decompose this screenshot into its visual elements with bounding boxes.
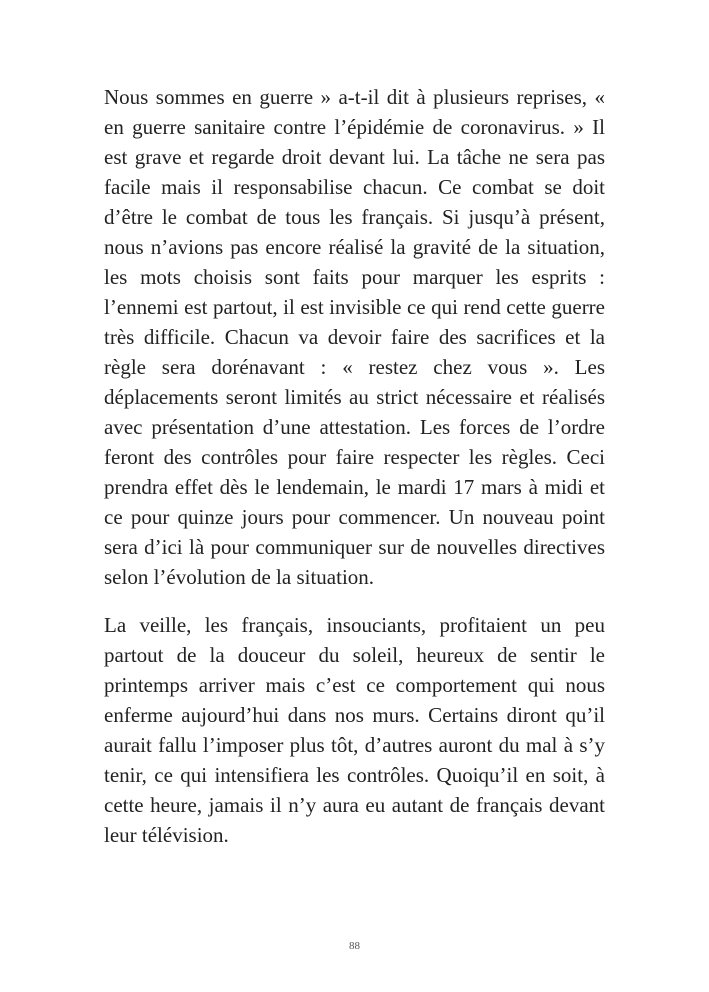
page-number: 88 (349, 940, 360, 952)
paragraph-1: Nous sommes en guerre » a-t-il dit à plusieurs reprises, « en guerre sanitaire contre l’épidémie de coronavirus. » Il est grave et regarde droit devant lui. La tâche ne sera pas facile mais il responsabilise chacun. Ce combat se doit d’être le combat de tous les français. Si jusqu’à présent, nous n’avions pas encore réalisé la gravité de la situation, les mots choisis sont faits pour marquer les esprits : l’ennemi est partout, il est invisible ce qui rend cette guerre très difficile. Chacun va devoir faire des sacrifices et la règle sera dorénavant : « restez chez vous ». Les déplacements seront limités au strict nécessaire et réalisés avec présentation d’une attestation. Les forces de l’ordre feront des contrôles pour faire respecter les règles. Ceci prendra effet dès le lendemain, le mardi 17 mars à midi et ce pour quinze jours pour commencer. Un nouveau point sera d’ici là pour communiquer sur de nouvelles directives selon l’évolution de la situation. (104, 85, 605, 589)
paragraph-2: La veille, les français, insouciants, profitaient un peu partout de la douceur du soleil, heureux de sentir le printemps arriver mais c’est ce comportement qui nous enferme aujourd’hui dans nos murs. Certains diront qu’il aurait fallu l’imposer plus tôt, d’autres auront du mal à s’y tenir, ce qui intensifiera les contrôles. Quoiqu’il en soit, à cette heure, jamais il n’y aura eu autant de français devant leur télévision. (104, 613, 605, 847)
body-text (104, 82, 605, 850)
